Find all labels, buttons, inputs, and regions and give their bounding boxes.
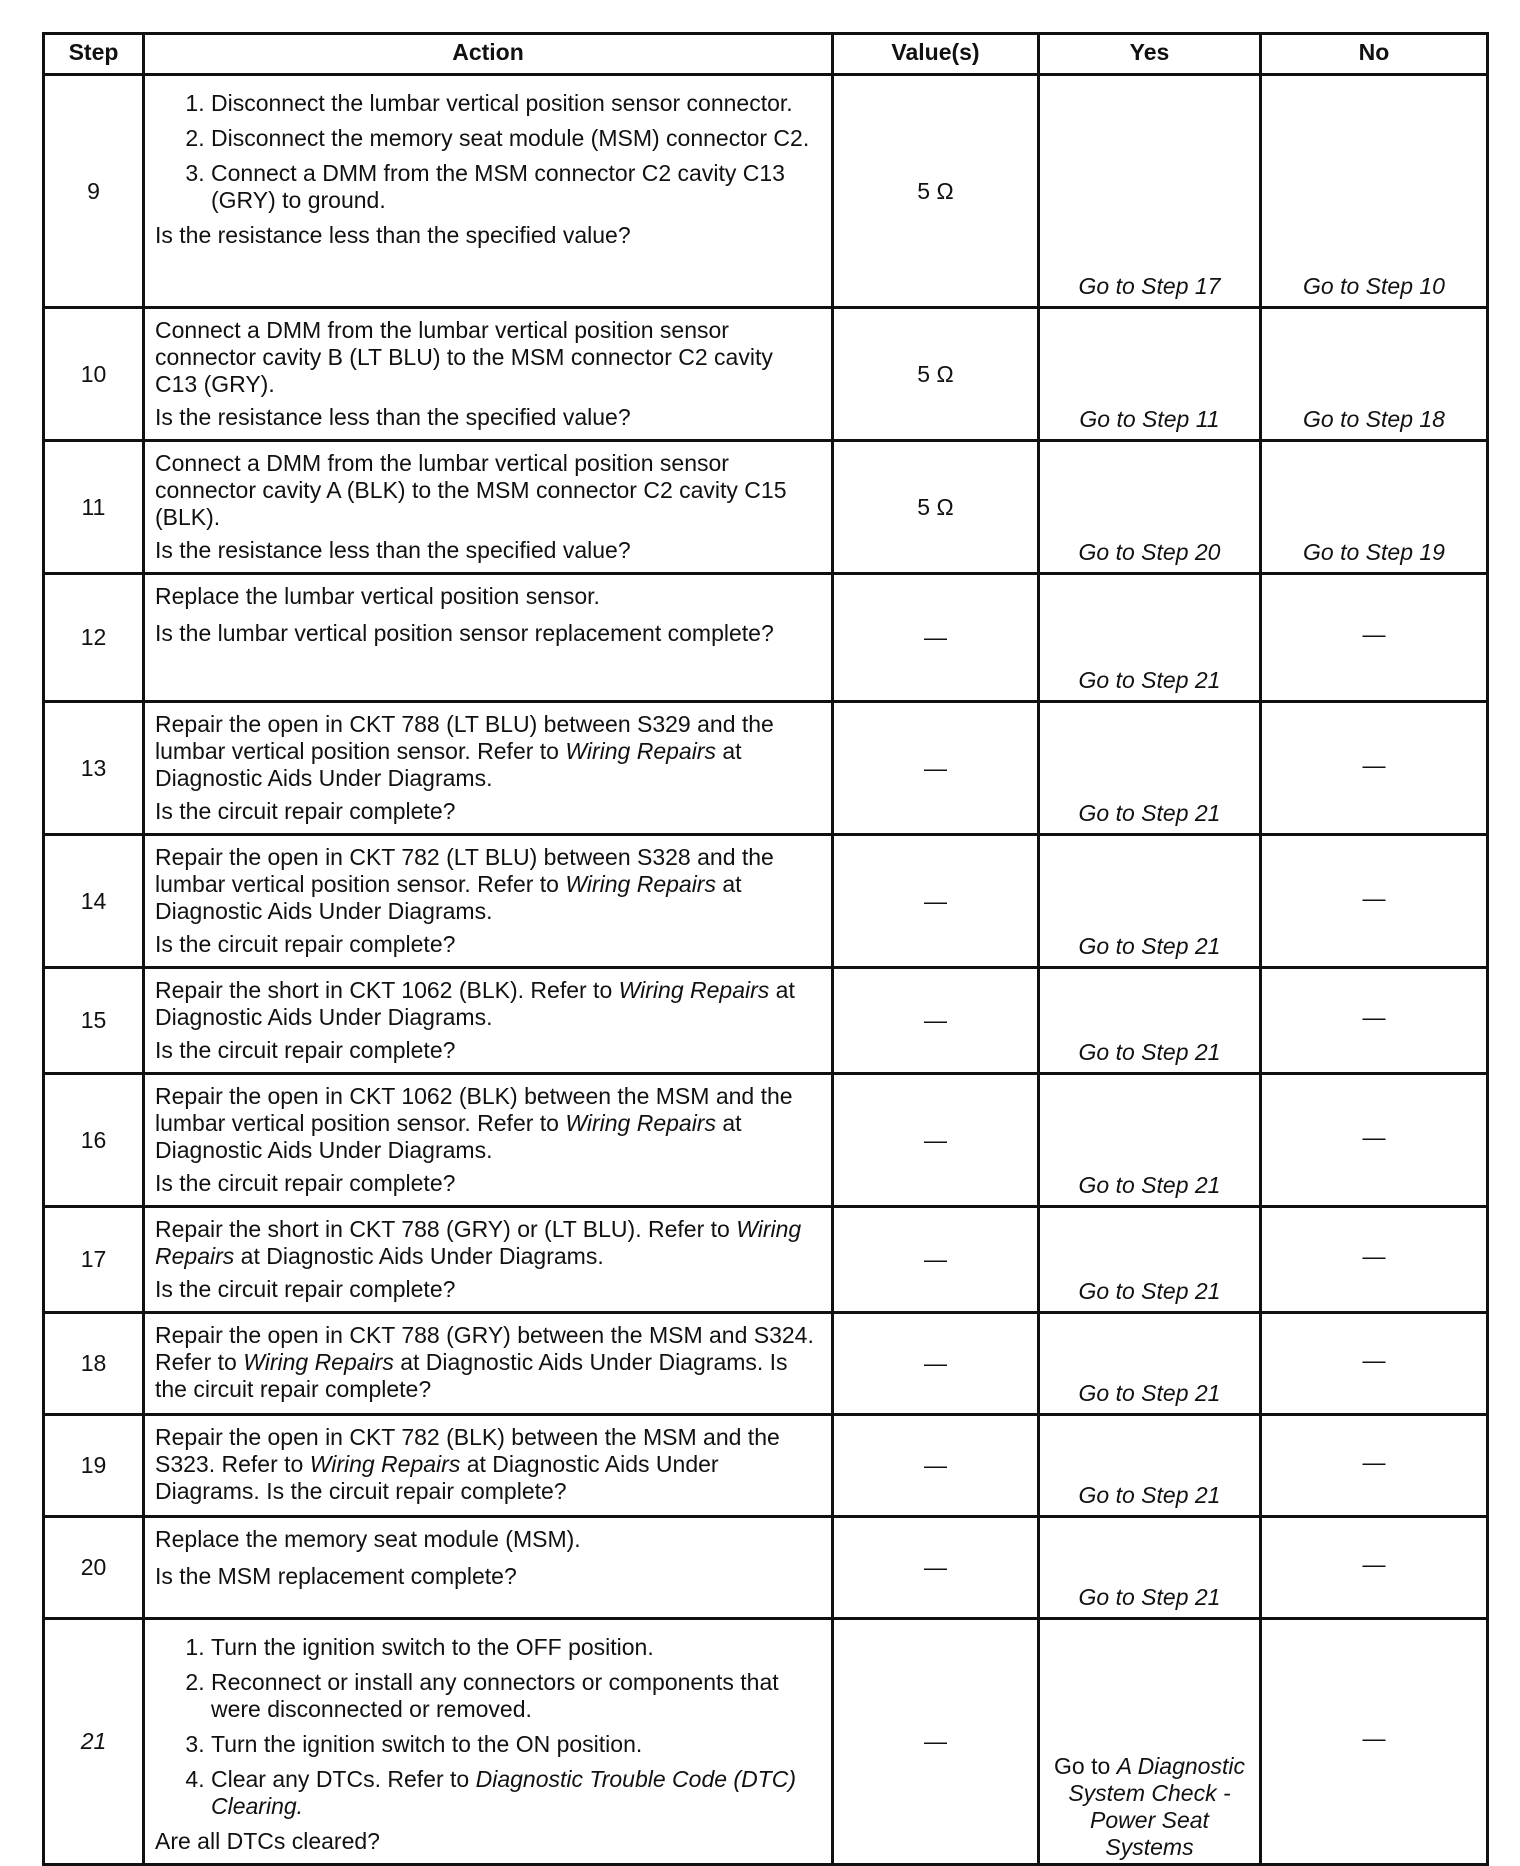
action-text: Repair the short in CKT 788 (GRY) or (LT BLU). Refer to Wiring Repairs at Diagnostic Aids Under Diagrams.	[155, 1216, 802, 1269]
no-link[interactable]: —	[1261, 1619, 1488, 1865]
table-row	[44, 1313, 1488, 1415]
step-number: 12	[44, 574, 144, 702]
action-cell	[144, 75, 833, 308]
no-link[interactable]: —	[1261, 1517, 1488, 1619]
action-question: Is the lumbar vertical position sensor replacement complete?	[155, 620, 774, 646]
header-values: Value(s)	[833, 34, 1039, 75]
action-text: Repair the open in CKT 788 (GRY) between the MSM and S324. Refer to Wiring Repairs at Diagnostic Aids Under Diagrams. Is the circuit repair complete?	[155, 1322, 814, 1402]
action-item: 2. Reconnect or install any connectors or components that were disconnected or removed.	[211, 1669, 821, 1723]
action-cell	[144, 835, 833, 968]
no-link[interactable]: —	[1261, 835, 1488, 968]
action-item: 1. Disconnect the lumbar vertical position sensor connector.	[211, 90, 821, 117]
action-text: Repair the open in CKT 788 (LT BLU) between S329 and the lumbar vertical position sensor. Refer to Wiring Repairs at Diagnostic Aids Under Diagrams.	[155, 711, 774, 791]
action-question: Is the circuit repair complete?	[155, 1170, 456, 1196]
yes-link[interactable]: Go to Step 21	[1039, 702, 1261, 835]
step-number: 10	[44, 308, 144, 441]
action-cell	[144, 1207, 833, 1313]
action-item: 1. Turn the ignition switch to the OFF position.	[211, 1634, 821, 1661]
table-row	[44, 1207, 1488, 1313]
value-cell: 5 Ω	[833, 441, 1039, 574]
value-cell: —	[833, 835, 1039, 968]
action-text: Replace the lumbar vertical position sensor.	[155, 583, 600, 609]
step-number: 17	[44, 1207, 144, 1313]
step-number: 18	[44, 1313, 144, 1415]
table-row	[44, 1415, 1488, 1517]
value-cell: —	[833, 1517, 1039, 1619]
action-cell	[144, 1313, 833, 1415]
table-row	[44, 835, 1488, 968]
value-cell: —	[833, 1619, 1039, 1865]
yes-link[interactable]: Go to Step 21	[1039, 1517, 1261, 1619]
value-cell: —	[833, 574, 1039, 702]
no-link[interactable]: Go to Step 10	[1261, 75, 1488, 308]
header-yes: Yes	[1039, 34, 1261, 75]
table-row	[44, 968, 1488, 1074]
action-question: Is the circuit repair complete?	[155, 1276, 456, 1302]
step-number: 14	[44, 835, 144, 968]
goto-prefix: Go to	[1054, 1753, 1117, 1779]
action-text: Replace the memory seat module (MSM).	[155, 1526, 581, 1552]
header-row	[44, 34, 1488, 75]
table-row	[44, 441, 1488, 574]
no-link[interactable]: Go to Step 19	[1261, 441, 1488, 574]
value-cell: —	[833, 1313, 1039, 1415]
yes-link[interactable]: Go to Step 21	[1039, 835, 1261, 968]
step-number: 21	[44, 1619, 144, 1865]
action-question: Is the resistance less than the specified value?	[155, 222, 631, 248]
action-text: Repair the open in CKT 782 (LT BLU) between S328 and the lumbar vertical position sensor. Refer to Wiring Repairs at Diagnostic Aids Under Diagrams.	[155, 844, 774, 924]
table-row	[44, 1074, 1488, 1207]
action-question: Is the resistance less than the specified value?	[155, 404, 631, 430]
action-text: Repair the short in CKT 1062 (BLK). Refer to Wiring Repairs at Diagnostic Aids Under Diagrams.	[155, 977, 795, 1030]
no-link[interactable]: —	[1261, 968, 1488, 1074]
action-item: 3. Turn the ignition switch to the ON position.	[211, 1731, 821, 1758]
step-number: 13	[44, 702, 144, 835]
action-item: 4. Clear any DTCs. Refer to Diagnostic Trouble Code (DTC) Clearing.	[211, 1766, 821, 1820]
action-text: Connect a DMM from the lumbar vertical position sensor connector cavity A (BLK) to the MSM connector C2 cavity C15 (BLK).	[155, 450, 787, 530]
yes-link[interactable]: Go to Step 20	[1039, 441, 1261, 574]
yes-link[interactable]: Go to Step 21	[1039, 1313, 1261, 1415]
table-row	[44, 1517, 1488, 1619]
action-cell	[144, 1517, 833, 1619]
action-cell	[144, 1074, 833, 1207]
value-cell: —	[833, 1074, 1039, 1207]
no-link[interactable]: —	[1261, 1074, 1488, 1207]
action-question: Is the circuit repair complete?	[155, 798, 456, 824]
yes-link[interactable]: Go to Step 21	[1039, 1207, 1261, 1313]
action-item: 2. Disconnect the memory seat module (MSM) connector C2.	[211, 125, 821, 152]
header-no: No	[1261, 34, 1488, 75]
action-cell	[144, 1415, 833, 1517]
action-cell	[144, 968, 833, 1074]
action-question: Are all DTCs cleared?	[155, 1828, 380, 1854]
step-number: 20	[44, 1517, 144, 1619]
no-link[interactable]: —	[1261, 1207, 1488, 1313]
yes-link[interactable]: Go to Step 11	[1039, 308, 1261, 441]
value-cell: —	[833, 968, 1039, 1074]
no-link[interactable]: —	[1261, 574, 1488, 702]
step-number: 19	[44, 1415, 144, 1517]
action-question: Is the circuit repair complete?	[155, 1037, 456, 1063]
action-question: Is the circuit repair complete?	[155, 931, 456, 957]
diagnostic-table	[42, 32, 1489, 1866]
yes-link[interactable]: Go to Step 21	[1039, 968, 1261, 1074]
action-cell	[144, 574, 833, 702]
header-step: Step	[44, 34, 144, 75]
value-cell: —	[833, 1207, 1039, 1313]
value-cell: —	[833, 1415, 1039, 1517]
table-row	[44, 702, 1488, 835]
action-cell	[144, 1619, 833, 1865]
value-cell: 5 Ω	[833, 308, 1039, 441]
action-cell	[144, 441, 833, 574]
yes-link[interactable]: Go to Step 21	[1039, 1074, 1261, 1207]
table-row	[44, 1619, 1488, 1865]
action-cell	[144, 702, 833, 835]
action-text: Repair the open in CKT 1062 (BLK) between the MSM and the lumbar vertical position sensor. Refer to Wiring Repairs at Diagnostic Aids Under Diagrams.	[155, 1083, 793, 1163]
value-cell: —	[833, 702, 1039, 835]
yes-link[interactable]: Go to Step 21	[1039, 574, 1261, 702]
header-action: Action	[144, 34, 833, 75]
yes-link[interactable]: Go to Step 17	[1039, 75, 1261, 308]
action-item: 3. Connect a DMM from the MSM connector C2 cavity C13 (GRY) to ground.	[211, 160, 821, 214]
step-number: 9	[44, 75, 144, 308]
action-text: Connect a DMM from the lumbar vertical position sensor connector cavity B (LT BLU) to the MSM connector C2 cavity C13 (GRY).	[155, 317, 773, 397]
step-number: 11	[44, 441, 144, 574]
table-row	[44, 574, 1488, 702]
yes-link[interactable]	[1039, 1619, 1261, 1865]
no-link[interactable]: —	[1261, 702, 1488, 835]
table-row	[44, 308, 1488, 441]
action-question: Is the resistance less than the specified value?	[155, 537, 631, 563]
no-link[interactable]: Go to Step 18	[1261, 308, 1488, 441]
step-number: 16	[44, 1074, 144, 1207]
action-cell	[144, 308, 833, 441]
no-link[interactable]: —	[1261, 1313, 1488, 1415]
goto-target: A Diagnostic System Check - Power Seat Systems	[1068, 1753, 1245, 1860]
yes-link[interactable]: Go to Step 21	[1039, 1415, 1261, 1517]
value-cell: 5 Ω	[833, 75, 1039, 308]
action-text: Repair the open in CKT 782 (BLK) between the MSM and the S323. Refer to Wiring Repairs at Diagnostic Aids Under Diagrams. Is the circuit repair complete?	[155, 1424, 780, 1504]
step-number: 15	[44, 968, 144, 1074]
table-row	[44, 75, 1488, 308]
action-question: Is the MSM replacement complete?	[155, 1563, 517, 1589]
no-link[interactable]: —	[1261, 1415, 1488, 1517]
